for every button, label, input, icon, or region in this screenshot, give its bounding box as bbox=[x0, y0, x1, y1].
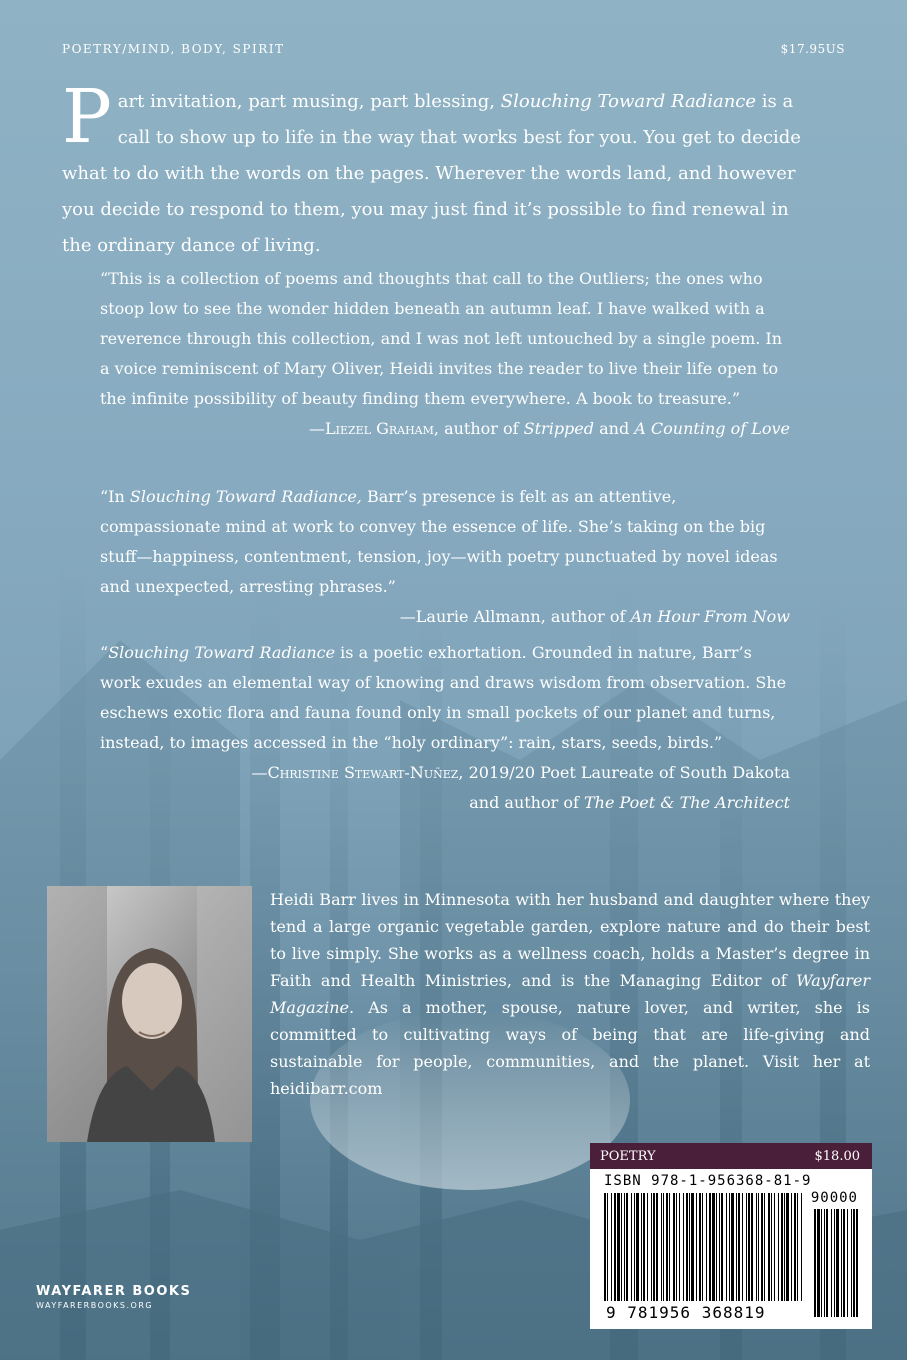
barcode-addon-bar bbox=[847, 1209, 848, 1317]
publisher-url: WAYFARERBOOKS.ORG bbox=[36, 1301, 154, 1310]
barcode-category: POETRY bbox=[600, 1148, 656, 1164]
barcode-bar bbox=[666, 1193, 668, 1301]
barcode-bar bbox=[699, 1193, 701, 1301]
barcode-bar bbox=[758, 1193, 759, 1301]
blurb-1-author: Liezel Graham bbox=[325, 419, 434, 438]
barcode-bar bbox=[653, 1193, 655, 1301]
barcode-bar bbox=[726, 1193, 727, 1301]
barcode-bar bbox=[781, 1193, 783, 1301]
blurb-2-open: “In bbox=[100, 487, 130, 506]
barcode-bar bbox=[686, 1193, 688, 1301]
barcode-bar bbox=[716, 1193, 717, 1301]
author-bio bbox=[270, 886, 870, 1102]
barcode-addon-bar bbox=[821, 1209, 822, 1317]
barcode-bar bbox=[614, 1193, 616, 1301]
intro-paragraph bbox=[62, 74, 810, 264]
barcode-bar bbox=[696, 1193, 697, 1301]
barcode-bar bbox=[731, 1193, 734, 1301]
blurb-3-book: The Poet & The Architect bbox=[584, 793, 790, 812]
barcode-addon-bar bbox=[841, 1209, 842, 1317]
bio-magazine: Wayfarer Magazine. bbox=[270, 971, 870, 1017]
barcode-bar bbox=[794, 1193, 796, 1301]
barcode-bar bbox=[663, 1193, 664, 1301]
barcode-bar bbox=[617, 1193, 620, 1301]
category-label: POETRY/MIND, BODY, SPIRIT bbox=[62, 42, 285, 56]
barcode-bar bbox=[621, 1193, 622, 1301]
blurb-1-dash: — bbox=[309, 419, 326, 438]
barcode-bar bbox=[689, 1193, 690, 1301]
barcode-bar bbox=[764, 1193, 765, 1301]
blurb-1-and: and bbox=[594, 419, 635, 438]
barcode-bar bbox=[751, 1193, 753, 1301]
blurb-1-text: “This is a collection of poems and thoughts that call to the Outliers; the ones who stoop low to see the wonder hidden beneath an autumn leaf. I have walked with a reverence through this collection, and I was not left untouched by a single poem. In a voice reminiscent of Mary Oliver, Heidi invites the reader to live their life open to the infinite possibility of beauty finding them everywhere. A book to treasure.” bbox=[100, 269, 783, 408]
barcode-bar bbox=[679, 1193, 680, 1301]
blurb-quote-3 bbox=[100, 638, 790, 818]
barcode-bar bbox=[636, 1193, 639, 1301]
blurb-1-attribution bbox=[100, 414, 790, 444]
barcode-bar bbox=[709, 1193, 711, 1301]
barcode-bar bbox=[683, 1193, 684, 1301]
barcode-addon-bar bbox=[814, 1209, 816, 1317]
blurb-3-text bbox=[100, 638, 790, 758]
barcode-bar bbox=[676, 1193, 677, 1301]
blurb-3-and-author: and author of bbox=[469, 793, 584, 812]
bio-text-b: As a mother, spouse, nature lover, and writer, she is committed to cultivating ways of being that are life-giving and sustainable for people, communities, and the planet. Visit her at heidibarr.com bbox=[270, 998, 870, 1098]
barcode-box bbox=[590, 1143, 872, 1329]
barcode-bar bbox=[712, 1193, 715, 1301]
barcode-bar bbox=[761, 1193, 763, 1301]
barcode-bar bbox=[768, 1193, 770, 1301]
barcode-addon-bar bbox=[834, 1209, 835, 1317]
barcode-digits: 9 781956 368819 bbox=[606, 1303, 766, 1322]
barcode-bar bbox=[702, 1193, 703, 1301]
blurb-1-book-2: A Counting of Love bbox=[634, 419, 790, 438]
barcode-addon-bar bbox=[836, 1209, 839, 1317]
barcode-addon: 90000 bbox=[810, 1190, 858, 1206]
isbn-label: ISBN 978-1-956368-81-9 bbox=[604, 1173, 812, 1189]
barcode-bar bbox=[721, 1193, 723, 1301]
barcode-bar bbox=[647, 1193, 648, 1301]
blurb-2-title: Slouching Toward Radiance, bbox=[129, 487, 362, 506]
barcode-price: $18.00 bbox=[814, 1148, 860, 1164]
drop-cap: P bbox=[62, 74, 112, 160]
barcode-bar bbox=[611, 1193, 612, 1301]
intro-text-b: is a call to show up to life in the way that works best for you. You get to decide what to do with the words on the pages. Wherever the words land, and however you decide to respond to them, you may just find it’s possible to find renewal in the ordinary dance of living. bbox=[62, 91, 801, 256]
blurb-3-title: Slouching Toward Radiance bbox=[108, 643, 336, 662]
barcode-bar bbox=[738, 1193, 740, 1301]
barcode-bar bbox=[719, 1193, 720, 1301]
barcode-bar bbox=[631, 1193, 632, 1301]
blurb-2-book: An Hour From Now bbox=[630, 607, 790, 626]
author-photo bbox=[47, 886, 252, 1142]
blurb-1-mid: , author of bbox=[433, 419, 524, 438]
barcode-bar bbox=[607, 1193, 608, 1301]
barcode-addon-bar bbox=[843, 1209, 845, 1317]
barcode-bars bbox=[590, 1143, 872, 1329]
barcode-bar bbox=[673, 1193, 675, 1301]
cover-price: $17.95US bbox=[780, 42, 845, 56]
blurb-3-body: is a poetic exhortation. Grounded in nature, Barr’s work exudes an elemental way of knowing and draws wisdom from observation. She eschews exotic flora and fauna found only in small pockets of our planet and turns, instead, to images accessed in the “holy ordinary”: rain, stars, seeds, birds.” bbox=[100, 643, 787, 752]
blurb-3-author: Christine Stewart-Nuñez bbox=[267, 763, 459, 782]
barcode-bar bbox=[651, 1193, 652, 1301]
barcode-bar bbox=[604, 1193, 606, 1301]
barcode-bar bbox=[786, 1193, 789, 1301]
barcode-bar bbox=[641, 1193, 642, 1301]
publisher-logo bbox=[36, 1284, 191, 1310]
barcode-bar bbox=[756, 1193, 757, 1301]
blurb-quote-2 bbox=[100, 482, 790, 632]
barcode-bar bbox=[742, 1193, 743, 1301]
barcode-bar bbox=[634, 1193, 635, 1301]
barcode-bar bbox=[691, 1193, 694, 1301]
bio-text-a: Heidi Barr lives in Minnesota with her husband and daughter where they tend a large organic vegetable garden, explore nature and do their best to live simply. She works as a wellness coach, holds a Master’s degree in Faith and Health Ministries, and is the Managing Editor of bbox=[270, 890, 870, 990]
barcode-bar bbox=[669, 1193, 670, 1301]
barcode-addon-bar bbox=[824, 1209, 825, 1317]
barcode-bar bbox=[656, 1193, 658, 1301]
blurb-3-open: “ bbox=[100, 643, 109, 662]
blurb-2-text bbox=[100, 482, 790, 602]
barcode-bar bbox=[661, 1193, 662, 1301]
barcode-bar bbox=[778, 1193, 779, 1301]
barcode-bar bbox=[626, 1193, 628, 1301]
barcode-bar bbox=[736, 1193, 737, 1301]
barcode-bar bbox=[706, 1193, 707, 1301]
barcode-bar bbox=[746, 1193, 747, 1301]
blurb-2-author: —Laurie Allmann, author of bbox=[399, 607, 631, 626]
barcode-bar bbox=[643, 1193, 645, 1301]
barcode-bar bbox=[771, 1193, 772, 1301]
barcode-bar bbox=[624, 1193, 625, 1301]
blurb-quote-1 bbox=[100, 264, 790, 444]
barcode-bar bbox=[801, 1193, 802, 1301]
blurb-2-body: Barr’s presence is felt as an attentive, compassionate mind at work to convey the essence of life. She’s taking on the big stuff—happiness, contentment, tension, joy—with poetry punctuated by novel ideas and unexpected, arresting phrases.” bbox=[100, 487, 778, 596]
blurb-3-attribution-line-2 bbox=[100, 788, 790, 818]
intro-text-a: art invitation, part musing, part blessing, bbox=[117, 91, 501, 112]
barcode-addon-bar bbox=[853, 1209, 855, 1317]
barcode-bar bbox=[791, 1193, 792, 1301]
barcode-addon-bar bbox=[817, 1209, 820, 1317]
barcode-bar bbox=[774, 1193, 775, 1301]
barcode-bar bbox=[748, 1193, 750, 1301]
barcode-bar bbox=[729, 1193, 730, 1301]
barcode-addon-bar bbox=[831, 1209, 832, 1317]
intro-book-title: Slouching Toward Radiance bbox=[500, 91, 757, 112]
barcode-bar bbox=[784, 1193, 785, 1301]
publisher-name: WAYFARER BOOKS bbox=[36, 1284, 192, 1299]
blurb-3-attribution-line-1 bbox=[100, 758, 790, 788]
blurb-3-dash: — bbox=[251, 763, 268, 782]
barcode-addon-bar bbox=[856, 1209, 858, 1317]
barcode-bar bbox=[797, 1193, 798, 1301]
blurb-2-attribution bbox=[100, 602, 790, 632]
blurb-3-credential: , 2019/20 Poet Laureate of South Dakota bbox=[458, 763, 790, 782]
barcode-addon-bar bbox=[826, 1209, 828, 1317]
barcode-addon-bar bbox=[851, 1209, 852, 1317]
blurb-1-book-1: Stripped bbox=[523, 419, 595, 438]
